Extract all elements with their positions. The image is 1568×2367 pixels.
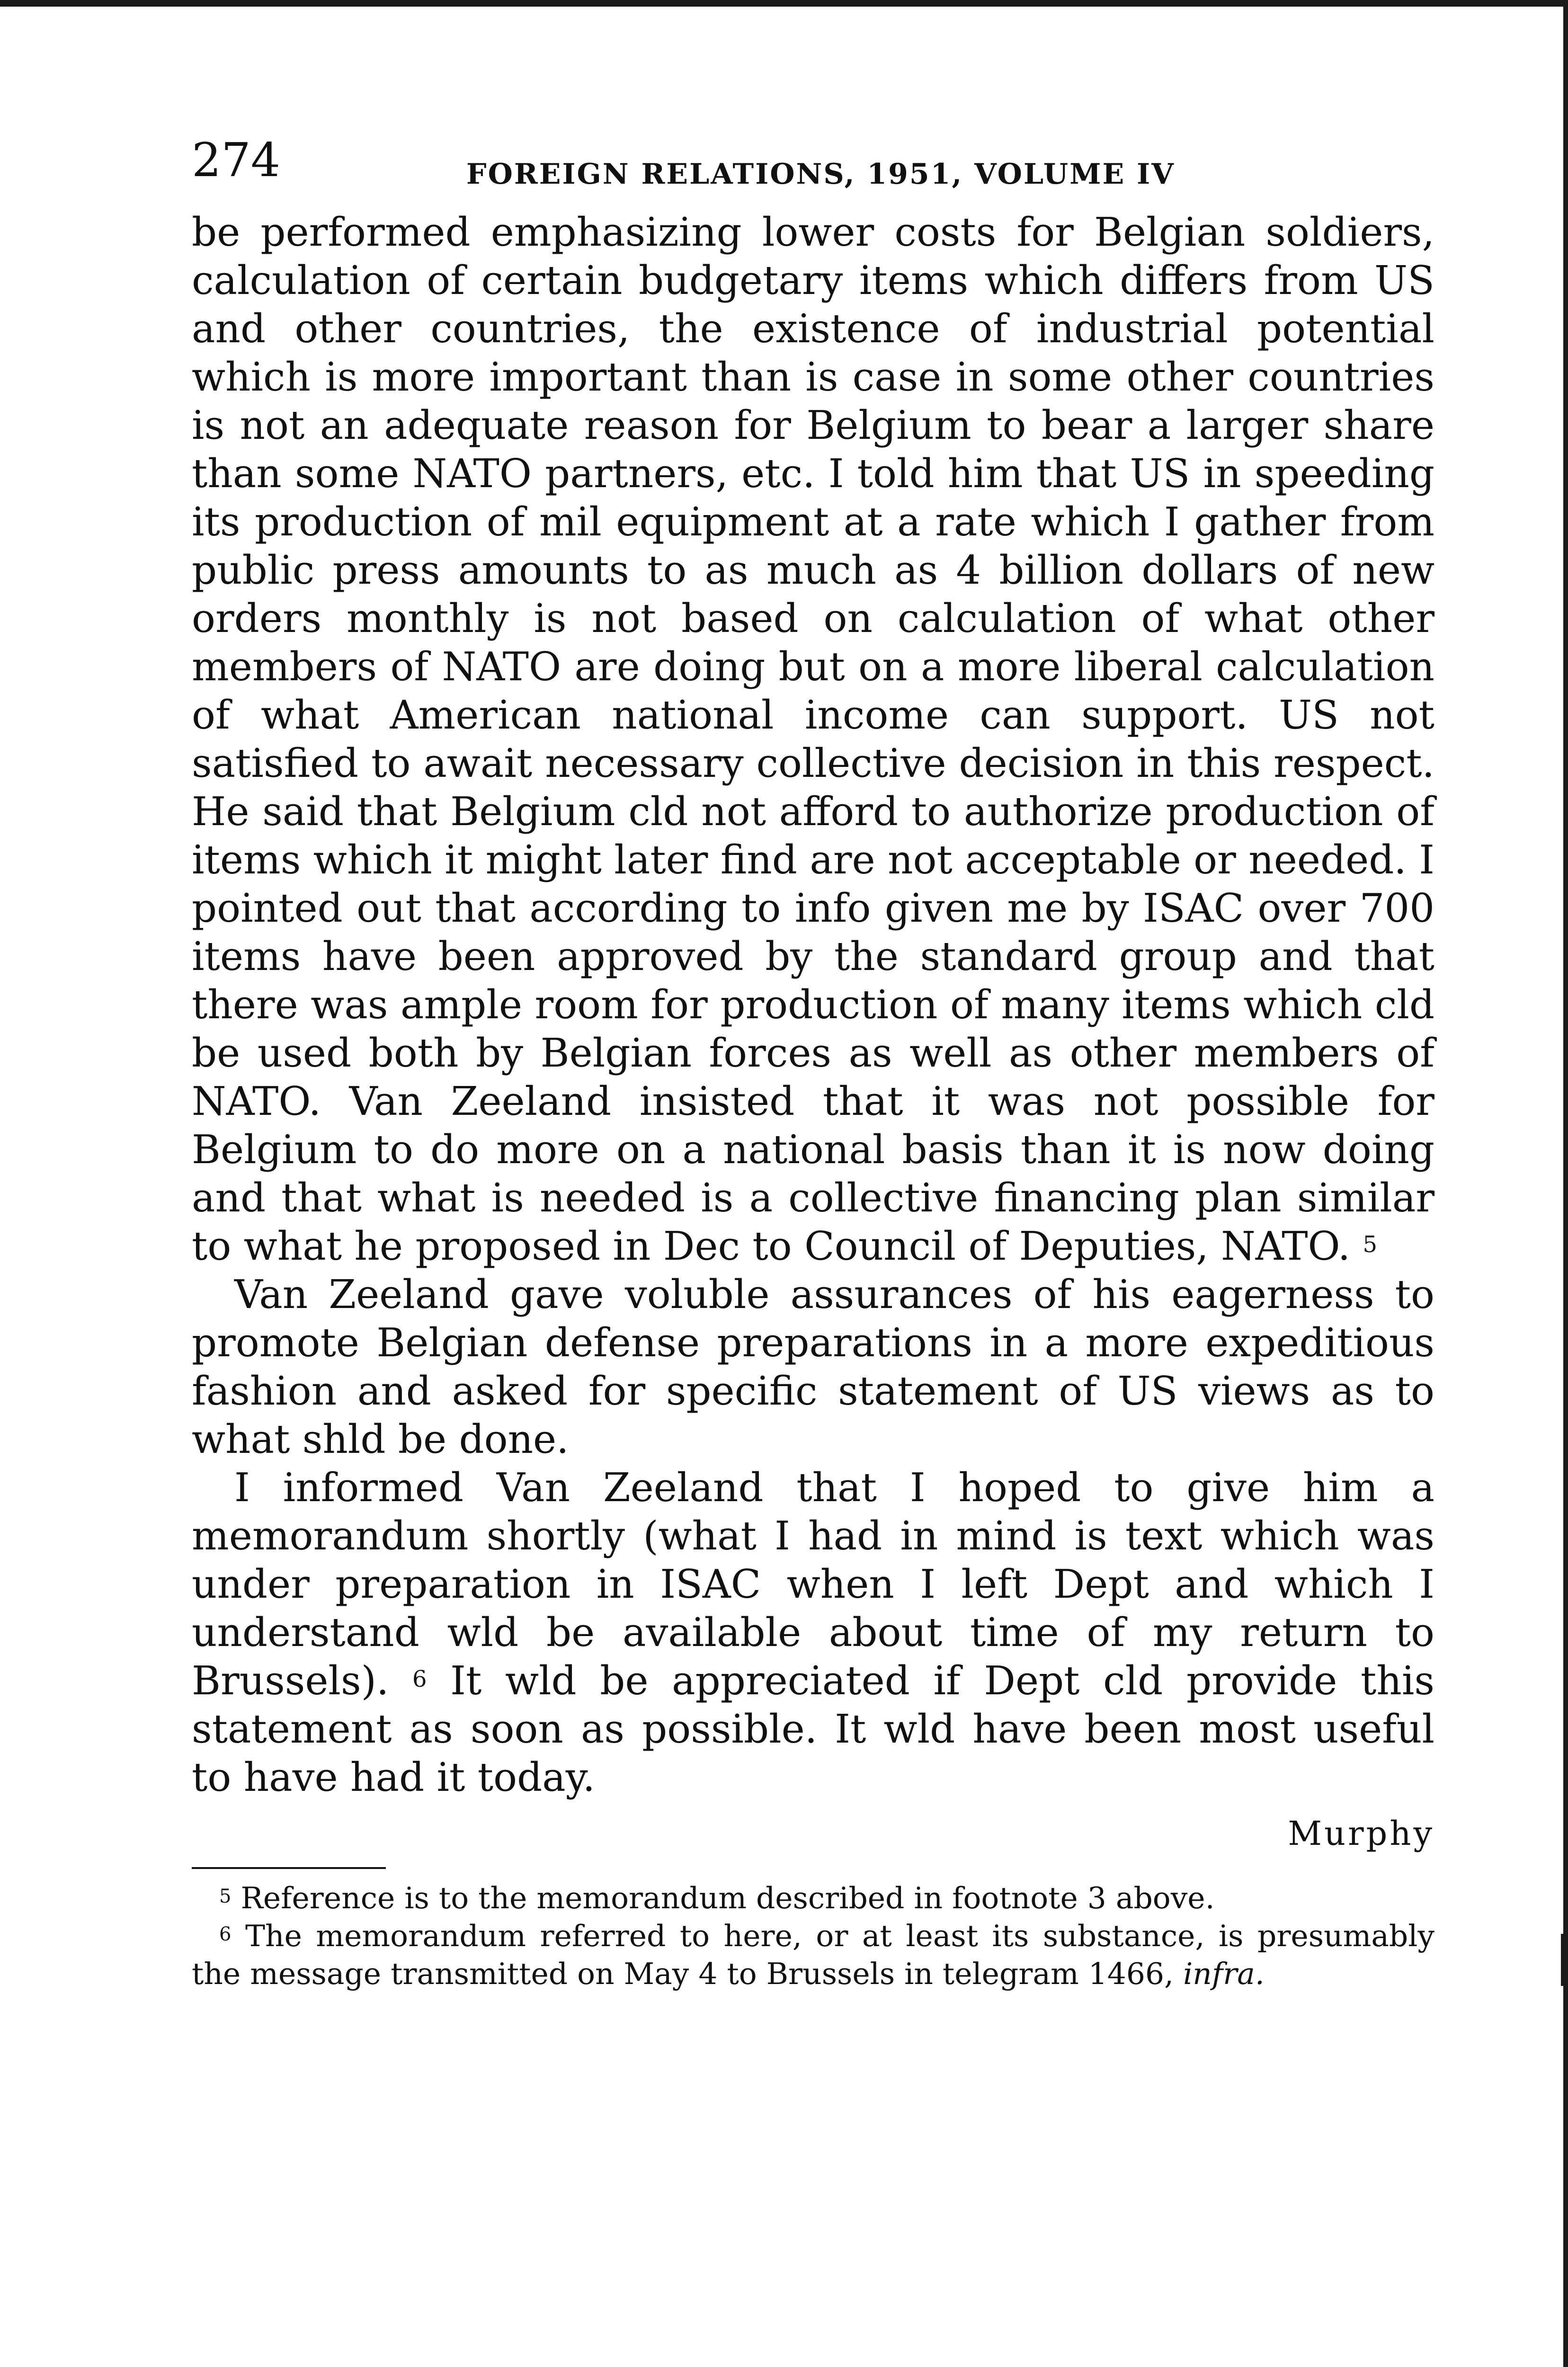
signature: [192, 1814, 1434, 1853]
scan-edge-mark: [1561, 1934, 1564, 1986]
scan-right-border: [1563, 0, 1568, 2367]
paragraph-2-text: Van Zeeland gave voluble assurances of his eagerness to promote Belgian defense preparations in a more expeditious fashion and asked for specific statement of US views as to what shld be done.: [192, 1272, 1434, 1462]
footnote-6-number: 6: [219, 1923, 232, 1945]
footnote-divider: [192, 1867, 386, 1869]
document-page: [192, 133, 1434, 1993]
signature-name: Murphy: [1288, 1814, 1434, 1853]
footnote-5-number: 5: [219, 1886, 232, 1907]
paragraph-2: [192, 1271, 1434, 1464]
scan-top-border: [0, 0, 1568, 7]
running-head: FOREIGN RELATIONS, 1951, VOLUME IV: [466, 158, 1175, 191]
footnote-6: [192, 1917, 1434, 1993]
footnote-ref-6: 6: [412, 1666, 427, 1692]
paragraph-3-text-after: It wld be appreciated if Dept cld provide this statement as soon as possible. It wld have been most useful to have had it today.: [192, 1658, 1434, 1800]
footnote-5: [192, 1879, 1434, 1917]
paragraph-3-text-before: I informed Van Zeeland that I hoped to give him a memorandum shortly (what I had in mind is text which was under preparation in ISAC when I left Dept and which I understand wld be available about time of my return to Brussels).: [192, 1465, 1434, 1704]
paragraph-1: [192, 208, 1434, 1271]
footnote-5-text: Reference is to the memorandum described in footnote 3 above.: [241, 1881, 1215, 1915]
paragraph-1-text: be performed emphasizing lower costs for Belgian soldiers, calculation of certain budgetary items which differs from US and other countries, the existence of industrial potential which is more important than is case in some other countries is not an adequate reason for Belgium to bear a larger share than some NATO partners, etc. I told him that US in speeding its production of mil equipment at a rate which I gather from public press amounts to as much as 4 billion dollars of new orders monthly is not based on calculation of what other members of NATO are doing but on a more liberal calculation of what American national income can support. US not satisfied to await necessary collective decision in this respect. He said that Belgium cld not afford to authorize production of items which it might later find are not acceptable or needed. I pointed out that according to info given me by ISAC over 700 items have been approved by the standard group and that there was ample room for production of many items which cld be used both by Belgian forces as well as other members of NATO. Van Zeeland insisted that it was not possible for Belgium to do more on a national basis than it is now doing and that what is needed is a collective financing plan similar to what he proposed in Dec to Council of Deputies, NATO.: [192, 209, 1434, 1269]
page-number: 274: [192, 133, 281, 187]
page-header: [192, 133, 1434, 208]
paragraph-3: [192, 1464, 1434, 1802]
footnote-6-italic: infra.: [1183, 1957, 1265, 1991]
footnote-ref-5: 5: [1363, 1231, 1378, 1258]
footnote-6-text: The memorandum referred to here, or at least its substance, is presumably the message transmitted on May 4 to Brussels in telegram 1466,: [192, 1919, 1434, 1991]
